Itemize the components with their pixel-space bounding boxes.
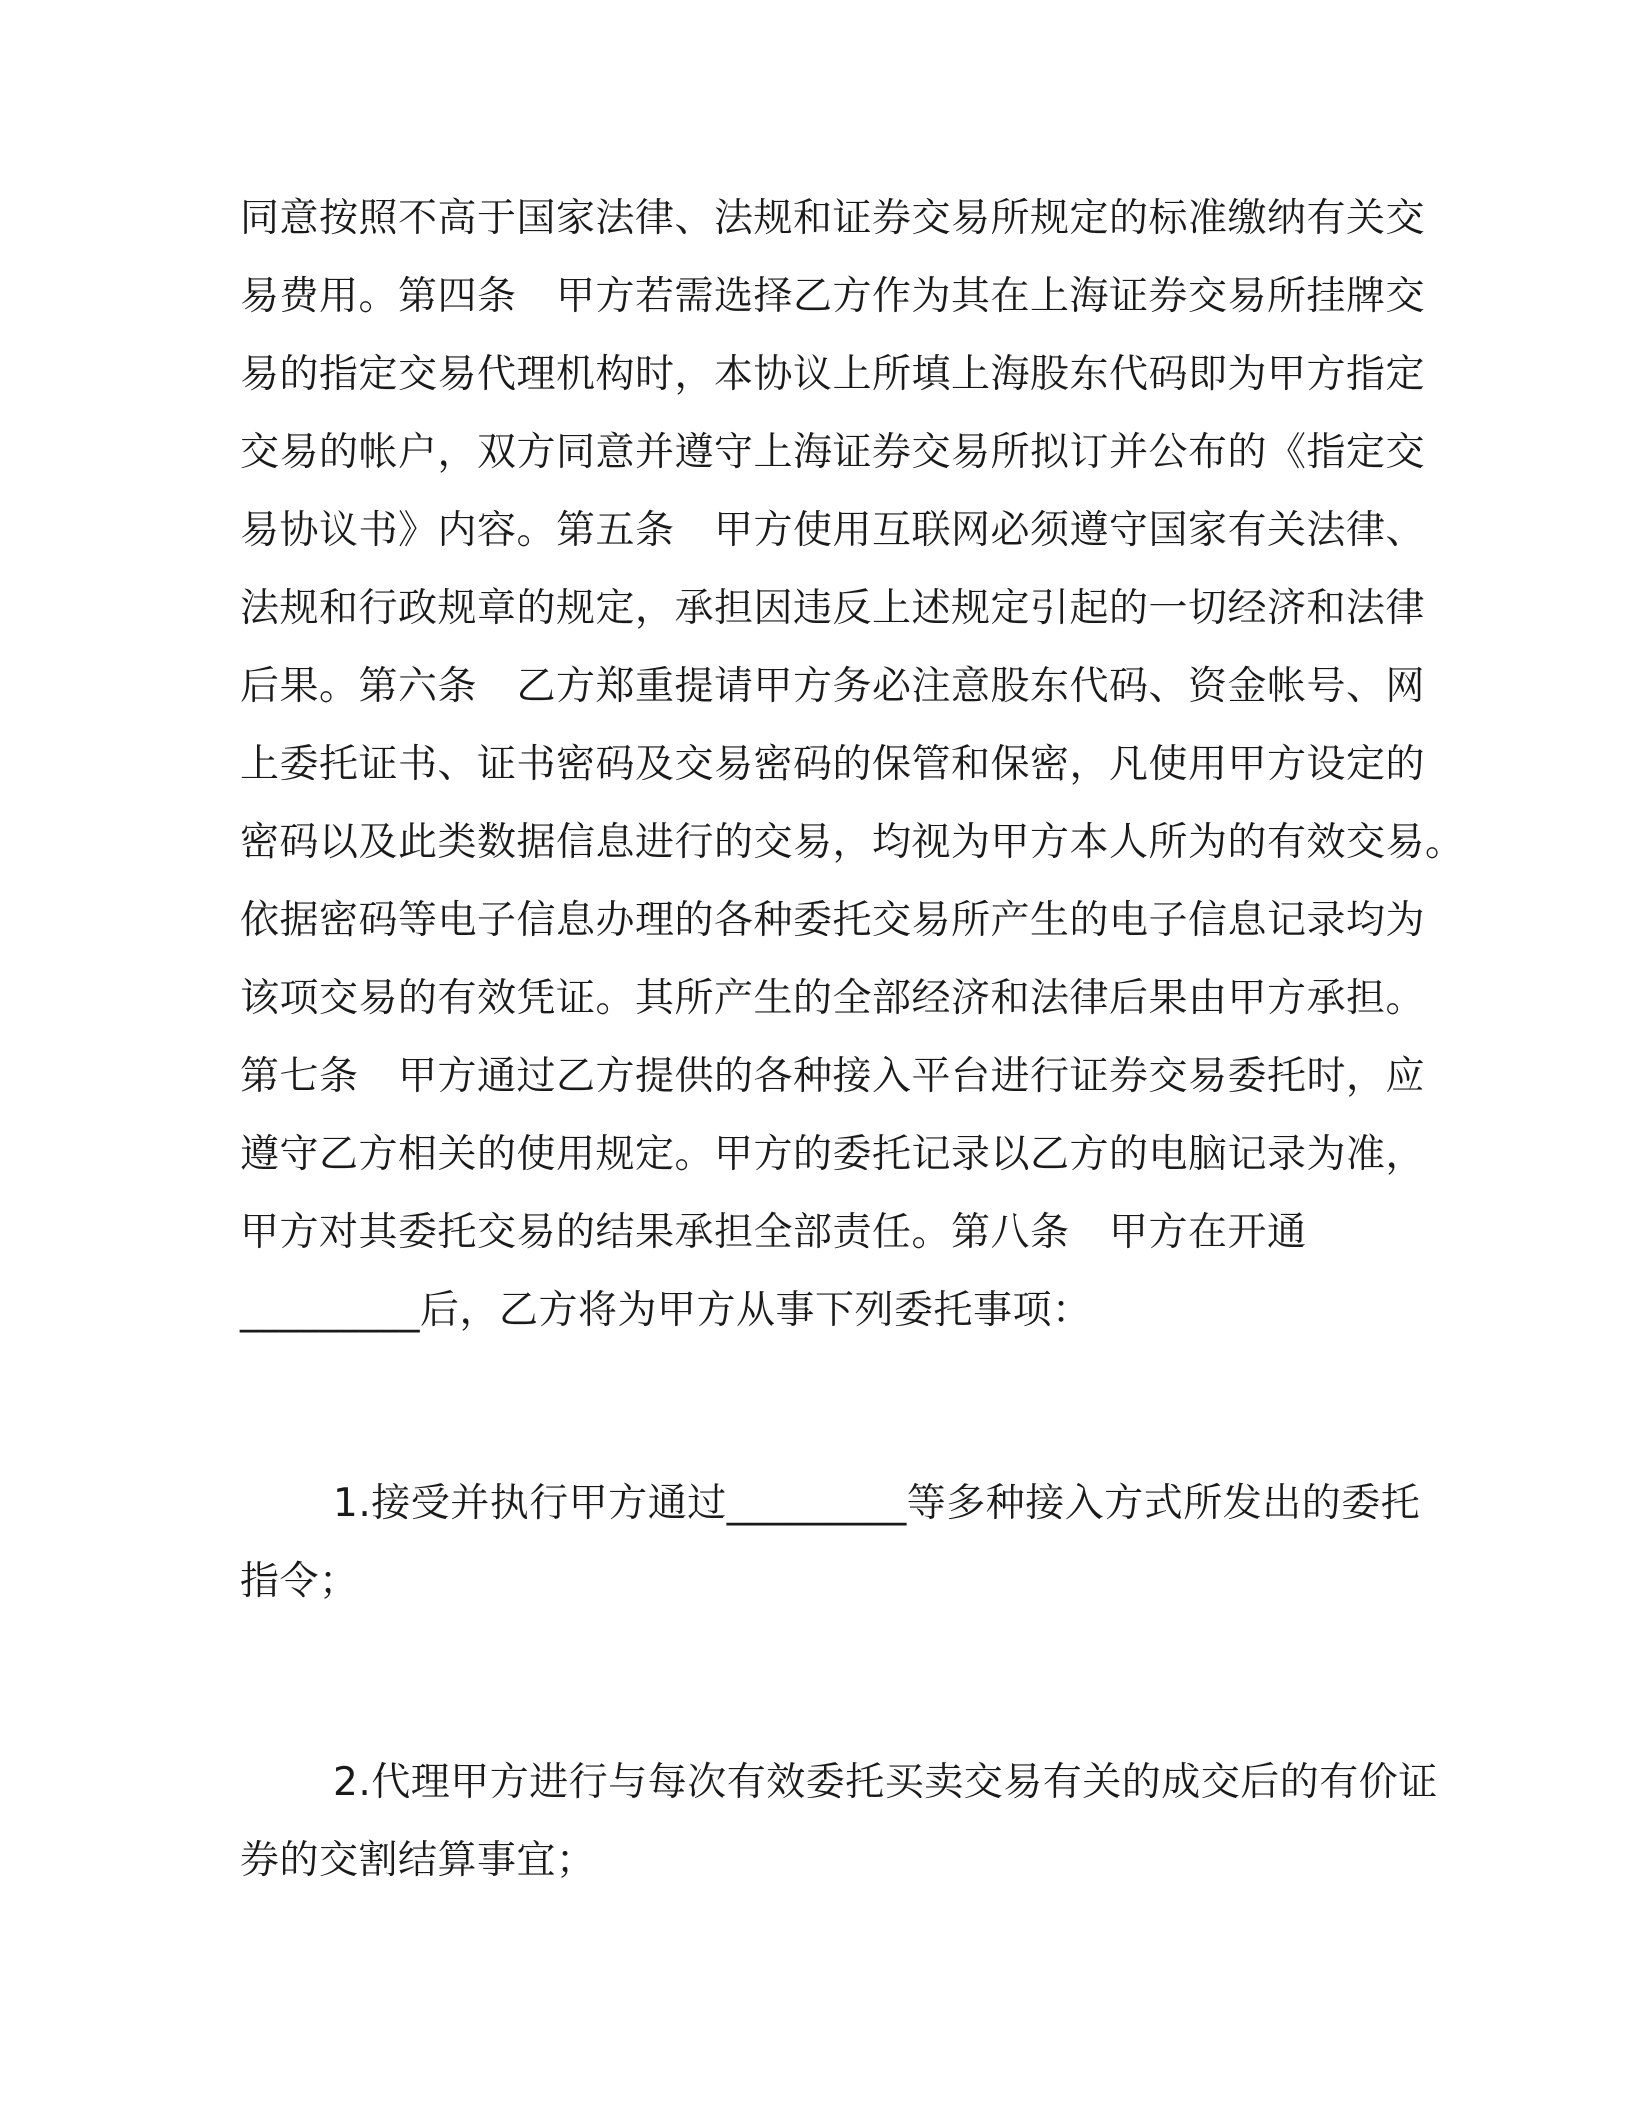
text-line: 后果。第六条 乙方郑重提请甲方务必注意股东代码、资金帐号、网: [240, 664, 1426, 709]
text-line: 密码以及此类数据信息进行的交易，均视为甲方本人所为的有效交易。: [240, 820, 1465, 865]
main-paragraph: [240, 180, 1465, 1350]
text-line: 同意按照不高于国家法律、法规和证券交易所规定的标准缴纳有关交: [240, 196, 1426, 241]
text-line: 上委托证书、证书密码及交易密码的保管和保密，凡使用甲方设定的: [240, 742, 1426, 787]
text-line: 2.代理甲方进行与每次有效委托买卖交易有关的成交后的有价证: [333, 1760, 1438, 1805]
text-line: 甲方对其委托交易的结果承担全部责任。第八条 甲方在开通: [240, 1210, 1307, 1255]
text-line: 法规和行政规章的规定，承担因违反上述规定引起的一切经济和法律: [240, 586, 1426, 631]
text-line: 遵守乙方相关的使用规定。甲方的委托记录以乙方的电脑记录为准，: [240, 1132, 1426, 1177]
text-line: 1.接受并执行甲方通过_________等多种接入方式所发出的委托: [333, 1481, 1421, 1526]
text-line: 第七条 甲方通过乙方提供的各种接入平台进行证券交易委托时，应: [240, 1054, 1426, 1099]
text-line: 该项交易的有效凭证。其所产生的全部经济和法律后果由甲方承担。: [240, 976, 1426, 1021]
text-line: 券的交割结算事宜；: [240, 1838, 596, 1883]
text-line: 依据密码等电子信息办理的各种委托交易所产生的电子信息记录均为: [240, 898, 1426, 943]
text-line: 指令；: [240, 1559, 359, 1604]
text-line: 易协议书》内容。第五条 甲方使用互联网必须遵守国家有关法律、: [240, 508, 1426, 553]
list-item-1: [240, 1465, 1421, 1621]
text-line: _________后，乙方将为甲方从事下列委托事项：: [240, 1288, 1092, 1333]
text-line: 易的指定交易代理机构时，本协议上所填上海股东代码即为甲方指定: [240, 352, 1426, 397]
list-item-2: [240, 1744, 1438, 1900]
text-line: 易费用。第四条 甲方若需选择乙方作为其在上海证券交易所挂牌交: [240, 274, 1426, 319]
text-line: 交易的帐户，双方同意并遵守上海证券交易所拟订并公布的《指定交: [240, 430, 1426, 475]
